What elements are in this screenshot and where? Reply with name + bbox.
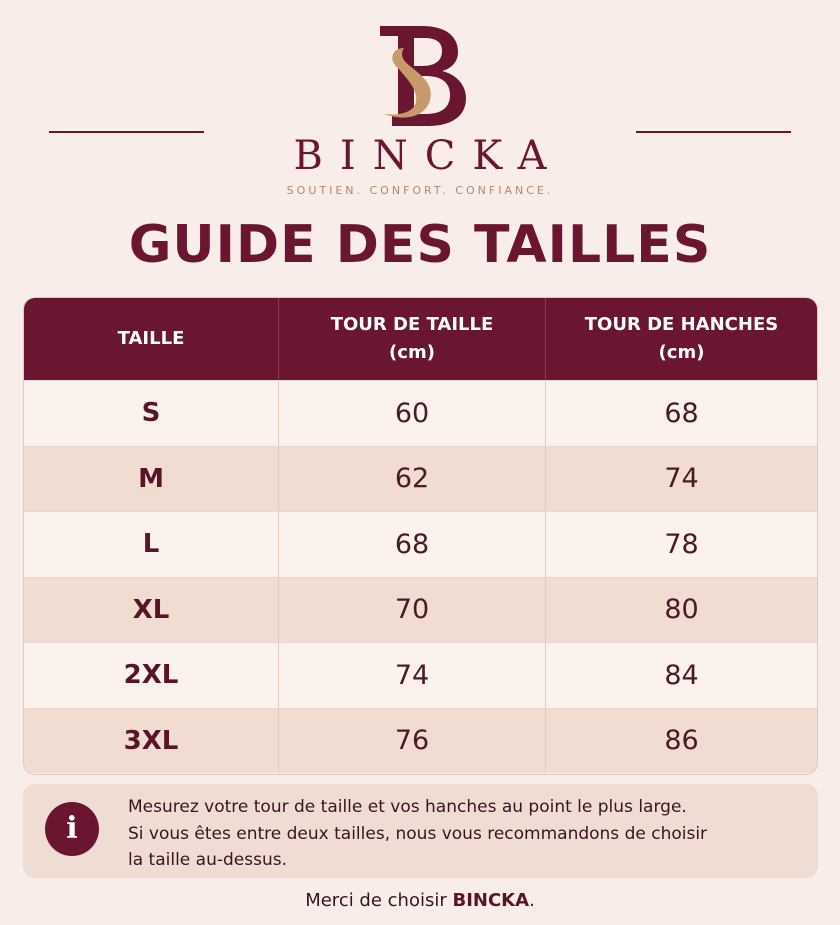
hips-cell: 86 <box>664 725 699 757</box>
size-cell: S <box>24 381 279 446</box>
hips-cell: 68 <box>664 397 699 429</box>
size-cell: L <box>24 512 279 577</box>
size-cell: XL <box>24 578 279 643</box>
page-title: GUIDE DES TAILLES <box>128 215 712 275</box>
size-cell: 3XL <box>24 709 279 774</box>
table-row <box>24 708 817 774</box>
waist-cell: 68 <box>279 512 546 577</box>
brand-header <box>0 0 840 210</box>
waist-cell: 76 <box>279 709 546 774</box>
header-tour-de-hanches: TOUR DE HANCHES (cm) <box>584 314 779 363</box>
footer-brand: BINCKA <box>452 890 530 911</box>
footer-suffix: . <box>529 890 535 911</box>
size-cell: 2XL <box>24 643 279 708</box>
table-row <box>24 642 817 708</box>
table-row <box>24 380 817 446</box>
brand-tagline: SOUTIEN. CONFORT. CONFIANCE. <box>286 184 554 197</box>
bincka-monogram-logo <box>370 18 470 126</box>
size-cell: M <box>24 447 279 512</box>
hips-cell: 84 <box>664 659 699 691</box>
waist-cell: 62 <box>279 447 546 512</box>
hips-cell: 74 <box>664 463 699 495</box>
info-line: Mesurez votre tour de taille et vos hanches au point le plus large. <box>128 797 687 817</box>
info-text <box>128 794 808 874</box>
hips-cell: 78 <box>664 528 699 560</box>
waist-cell: 74 <box>279 643 546 708</box>
waist-cell: 70 <box>279 578 546 643</box>
waist-cell: 60 <box>279 381 546 446</box>
header-taille: TAILLE <box>24 298 279 380</box>
table-row <box>24 577 817 643</box>
header-tour-de-taille: TOUR DE TAILLE (cm) <box>279 298 546 380</box>
size-table <box>23 297 818 775</box>
info-line: Si vous êtes entre deux tailles, nous vous recommandons de choisir <box>128 823 708 844</box>
table-row <box>24 446 817 512</box>
info-icon: i <box>45 802 99 856</box>
info-note <box>23 784 818 878</box>
hips-cell: 80 <box>664 594 699 626</box>
brand-name: BINCKA <box>293 133 564 179</box>
table-header-row <box>24 298 817 380</box>
table-row <box>24 511 817 577</box>
footer-prefix: Merci de choisir <box>305 890 453 911</box>
info-line: la taille au-dessus. <box>128 850 287 870</box>
footer-thanks <box>0 888 840 914</box>
